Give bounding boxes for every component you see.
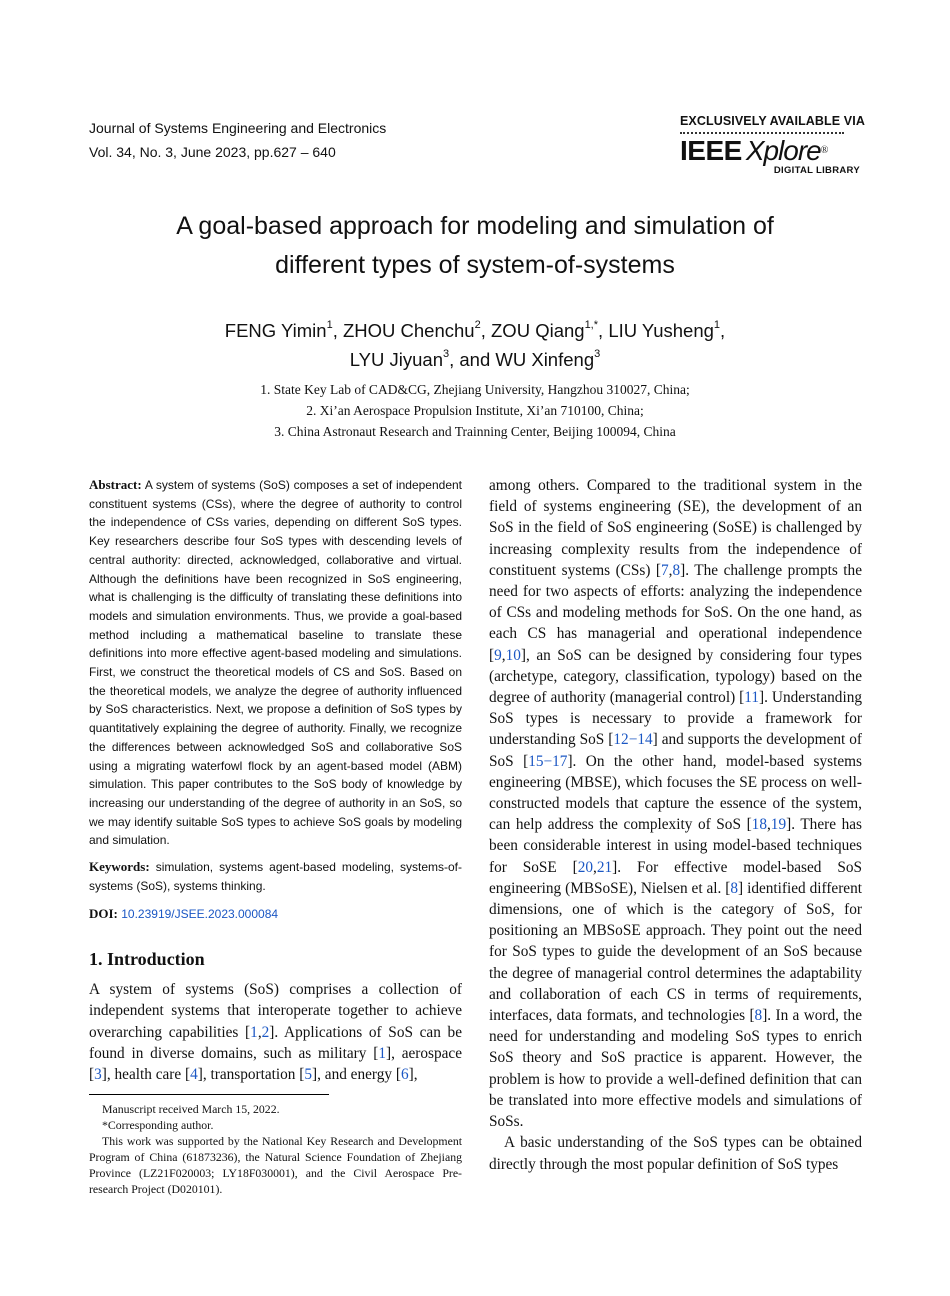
keywords-label: Keywords: (89, 859, 150, 875)
author-affil-sup: 3 (442, 348, 450, 360)
author-name: ZOU Qiang (491, 320, 585, 341)
footnotes (89, 1101, 462, 1197)
left-column (89, 476, 462, 1085)
section-heading-introduction: 1. Introduction (89, 949, 205, 970)
author-line-2 (75, 345, 875, 374)
ieee-available-text: EXCLUSIVELY AVAILABLE VIA (680, 114, 865, 128)
author-separator: , (720, 320, 726, 341)
intro-paragraph-1 (89, 979, 462, 1085)
citation-link[interactable]: 10 (505, 646, 521, 664)
affiliation-1: 1. State Key Lab of CAD&CG, Zhejiang University, Hangzhou 310027, China; (260, 382, 690, 397)
journal-header (89, 116, 386, 164)
abstract-label: Abstract: (89, 477, 142, 492)
author-line-1 (75, 316, 875, 345)
citation-link[interactable]: 15−17 (528, 752, 568, 770)
keywords (89, 858, 462, 895)
affiliation-3: 3. China Astronaut Research and Trainning Center, Beijing 100094, China (274, 424, 676, 439)
citation-link[interactable]: 11 (744, 689, 760, 707)
footnote-corresponding: *Corresponding author. (102, 1118, 214, 1132)
author-affil-sup: 1 (326, 319, 333, 331)
footnote-divider (89, 1094, 329, 1095)
paper-title-line1: A goal-based approach for modeling and simulation of (176, 212, 774, 240)
author-separator: , (598, 320, 609, 341)
citation-link[interactable]: 7 (661, 561, 669, 579)
paper-title (75, 207, 875, 285)
author-affil-sup: 2 (474, 319, 481, 331)
doi-label: DOI: (89, 906, 118, 922)
footnote-received: Manuscript received March 15, 2022. (102, 1102, 280, 1116)
keywords-text: simulation, systems agent-based modeling, systems-of-systems (SoS), systems thinking. (89, 860, 462, 893)
citation-link[interactable]: 1 (250, 1023, 258, 1041)
author-affil-sup: 1,* (584, 319, 599, 331)
intro-paragraph-1-text: A system of systems (SoS) comprises a collection of independent systems that interoperate together to achieve overarching capabilities [1,2]. Applications of SoS can be found in diverse domains, such as military [1], aerospace [3], health care [4], transportation [5], and energy [6], (89, 981, 462, 1083)
author-affil-sup: 3 (594, 348, 601, 360)
abstract (89, 476, 462, 850)
doi (89, 905, 462, 924)
ieee-xplore-logo (680, 114, 865, 176)
citation-link[interactable]: 18 (751, 816, 767, 834)
author-name: and WU Xinfeng (459, 349, 595, 370)
ieee-digital-library: DIGITAL LIBRARY (773, 165, 860, 176)
citation-link[interactable]: 6 (400, 1065, 409, 1083)
journal-name: Journal of Systems Engineering and Electronics (89, 120, 387, 136)
citation-link[interactable]: 8 (754, 1007, 763, 1025)
ieee-dotted-divider (680, 132, 844, 134)
doi-link[interactable]: 10.23919/JSEE.2023.000084 (121, 907, 279, 922)
intro-paragraph-1-continued-text: among others. Compared to the traditional system in the field of systems engineering (SE), the development of an SoS in the field of SoS engineering (SoSE) is challenged by increasing complexity results from the independence of constituent systems (CSs) [7,8]. The challenge prompts the need for two aspects of efforts: analyzing the independence of CSs and modeling methods for SoS. On the one hand, as each CS has managerial and operational independence [9,10], an SoS can be designed by considering four types (archetype, category, classification, typology) based on the degree of authority (managerial control) [11]. Understanding SoS types is necessary to provide a framework for understanding SoS [12−14] and supports the development of SoS [15−17]. On the other hand, model-based systems engineering (MBSE), which focuses the SE process on well-constructed models that capture the essence of the system, can help address the complexity of SoS [18,19]. There has been considerable interest in using model-based techniques for SoSE [20,21]. For effective model-based SoS engineering (MBSoSE), Nielsen et al. [8] identified different dimensions, one of which is the category of SoS, for positioning an MBSoSE approach. They point out the need for SoS types to guide the development of an SoS because the degree of managerial control determines the adaptability and collaboration of each CS in terms of requirements, interfaces, data formats, and technologies [8]. In a word, the need for understanding and modeling SoS types to enrich SoS theory and SoS practice is apparent. However, the problem is how to provide a well-defined definition that can be translated into more effective models and simulations of SoSs. (489, 477, 862, 1131)
citation-link[interactable]: 19 (770, 816, 787, 834)
citation-link[interactable]: 9 (494, 646, 502, 664)
author-list (75, 316, 875, 374)
citation-link[interactable]: 8 (730, 879, 739, 897)
ieee-registered-mark: ® (820, 145, 829, 156)
author-separator: , (332, 320, 343, 341)
ieee-product: Xplore (745, 135, 821, 166)
ieee-brand: IEEE (680, 135, 742, 166)
citation-link[interactable]: 21 (596, 858, 613, 876)
intro-paragraph-2: A basic understanding of the SoS types can be obtained directly through the most popular definition of SoS types (489, 1134, 862, 1173)
citation-link[interactable]: 2 (261, 1023, 270, 1041)
citation-link[interactable]: 12−14 (613, 731, 653, 749)
citation-link[interactable]: 1 (378, 1044, 386, 1062)
abstract-text: A system of systems (SoS) composes a set of independent constituent systems (CSs), where the degree of authority to control the independence of CSs varies, depending on different SoS types. Key researchers describe four SoS types with descending levels of central authority: directed, acknowledged, collaborative and virtual. Although the definitions have been recognized in SoS engineering, what is challenging is the difficulty of translating these definitions into models and simulation environments. Thus, we provide a goal-based method including a mathematical baseline to translate these definitions into more effective agent-based modeling and simulations. First, we construct the theoretical models of CS and SoS. Based on the theoretical models, we analyze the degree of authority influenced by SoS characteristics. Next, we propose a definition of SoS types by quantitatively explaining the degree of authority. Finally, we recognize the differences between acknowledged SoS and collaborative SoS using a migrating waterfowl flock by an agent-based model (ABM) simulation. This paper contributes to the SoS body of knowledge by increasing our understanding of the degree of authority in an SoS, so we may identify suitable SoS types to achieve SoS goals by modeling and simulation. (89, 478, 463, 848)
author-name: LYU Jiyuan (349, 349, 443, 370)
footnote-funding: This work was supported by the National Key Research and Development Program of China (61873236), the Natural Science Foundation of Zhejiang Province (LZ21F020003; LY18F030001), and the Civil Aerospace Pre-research Project (D020101). (89, 1134, 462, 1196)
citation-link[interactable]: 5 (304, 1065, 313, 1083)
author-name: LIU Yusheng (608, 320, 714, 341)
affiliation-2: 2. Xi’an Aerospace Propulsion Institute, Xi’an 710100, China; (306, 403, 644, 418)
intro-paragraph-1-continued (489, 475, 862, 1132)
citation-link[interactable]: 3 (94, 1065, 102, 1083)
author-affil-sup: 1 (713, 319, 721, 331)
journal-volume-info: Vol. 34, No. 3, June 2023, pp.627 – 640 (89, 144, 336, 160)
citation-link[interactable]: 4 (190, 1065, 198, 1083)
paper-title-line2: different types of system-of-systems (275, 251, 675, 279)
author-separator: , (480, 320, 491, 341)
author-name: ZHOU Chenchu (342, 320, 475, 341)
citation-link[interactable]: 8 (672, 561, 681, 579)
author-name: FENG Yimin (224, 320, 327, 341)
author-separator: , (449, 349, 460, 370)
citation-link[interactable]: 20 (577, 858, 594, 876)
right-column (489, 475, 862, 1175)
affiliation-list (75, 379, 875, 442)
